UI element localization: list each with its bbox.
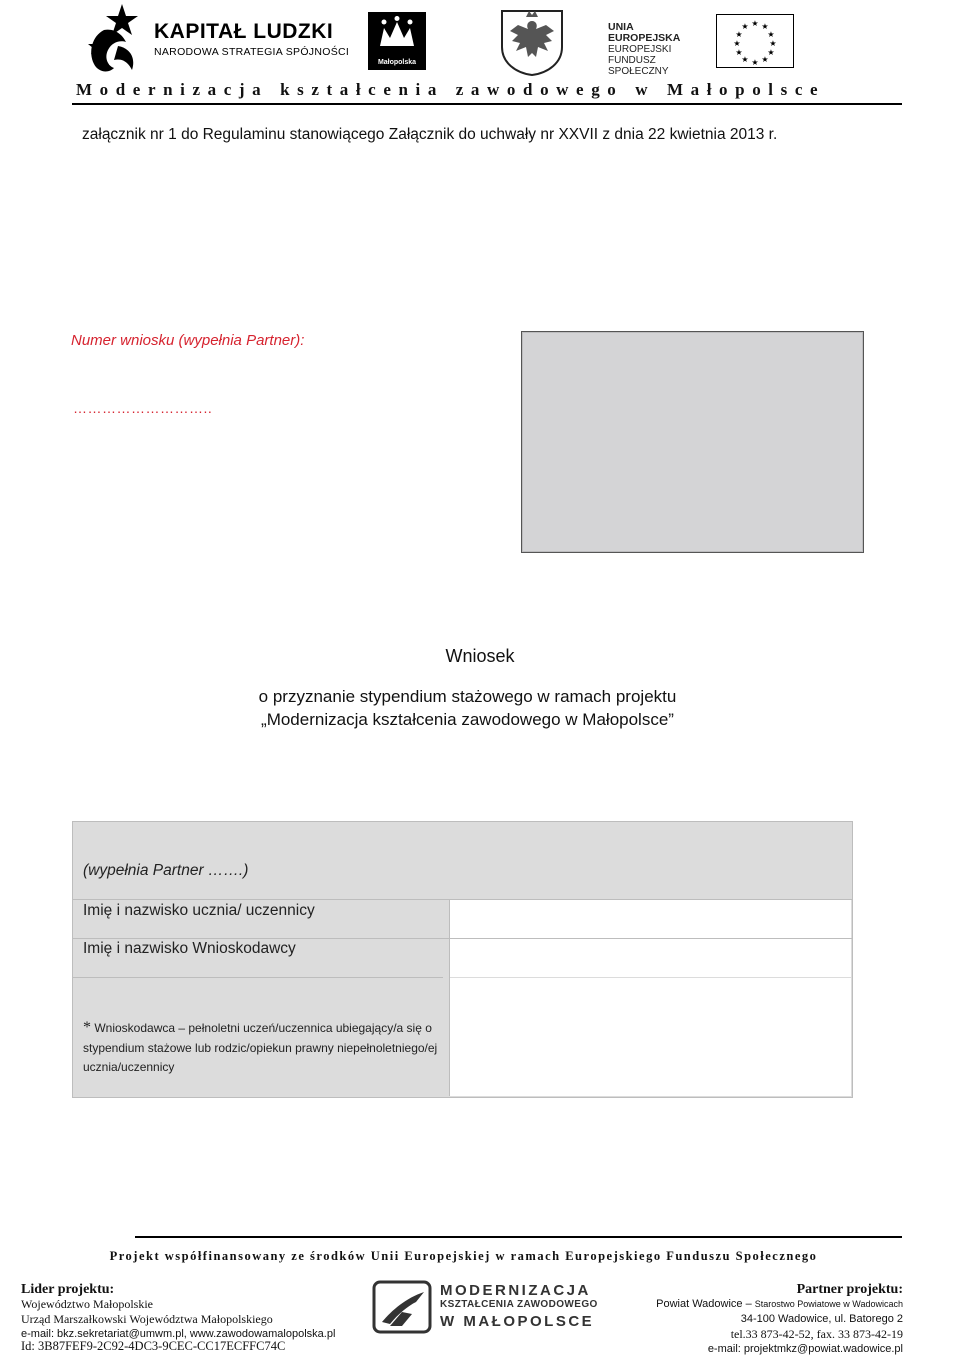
project-leader-contact: e-mail: bkz.sekretariat@umwm.pl, www.zawodowamalopolska.pl <box>21 1328 336 1340</box>
svg-text:★: ★ <box>735 30 743 39</box>
eu-logo-text <box>608 22 708 77</box>
svg-text:★: ★ <box>751 19 759 28</box>
project-partner-heading: Partner projektu: <box>796 1282 903 1297</box>
project-leader-block <box>21 1282 335 1342</box>
svg-text:★: ★ <box>761 22 769 31</box>
kapital-ludzki-stars-icon <box>84 2 146 78</box>
footnote-text: Wnioskodawca – pełnoletni uczeń/uczennica ubiegający/a się o stypendium stażowe lub rodzic/opiekun prawny niepełnoletniego/ej ucznia/uczennicy <box>83 1021 438 1074</box>
form-partner-note: (wypełnia Partner …….) <box>83 862 249 879</box>
svg-text:★: ★ <box>741 55 749 64</box>
form-row-divider <box>73 938 852 939</box>
project-partner-line1 <box>656 1297 903 1312</box>
project-leader-line1: Województwo Małopolskie <box>21 1297 154 1311</box>
kapital-ludzki-subtitle: NARODOWA STRATEGIA SPÓJNOŚCI <box>154 46 350 58</box>
svg-text:★: ★ <box>767 48 775 57</box>
malopolska-logo-label: Małopolska <box>377 59 417 66</box>
eu-logo-line3: FUNDUSZ SPOŁECZNY <box>608 55 669 77</box>
project-partner-email: e-mail: projektmkz@powiat.wadowice.pl <box>707 1343 903 1355</box>
document-title: Wniosek <box>445 646 515 666</box>
modernizacja-logo-line1: MODERNIZACJA <box>440 1282 591 1299</box>
eu-logo-line1: UNIA EUROPEJSKA <box>608 21 681 44</box>
svg-text:★: ★ <box>741 22 749 31</box>
modernizacja-logo-line3: W MAŁOPOLSCE <box>440 1313 595 1330</box>
student-name-input[interactable] <box>450 900 851 938</box>
svg-text:★: ★ <box>761 55 769 64</box>
application-number-label: Numer wniosku (wypełnia Partner): <box>71 332 305 349</box>
footer-divider <box>135 1236 902 1238</box>
malopolska-logo <box>368 12 426 70</box>
project-leader-heading: Lider projektu: <box>21 1282 115 1297</box>
header-divider <box>72 103 902 105</box>
form-row-divider <box>73 977 443 978</box>
project-partner-name: Powiat Wadowice – <box>656 1298 755 1310</box>
document-subtitle-line2: „Modernizacja kształcenia zawodowego w Małopolsce” <box>261 710 674 729</box>
photo-box <box>521 331 864 553</box>
coat-of-arms-eagle-icon <box>498 7 566 77</box>
project-partner-block <box>656 1282 903 1357</box>
footnote-asterisk: * <box>83 1019 91 1036</box>
application-form-table <box>72 821 853 1098</box>
applicant-name-label: Imię i nazwisko Wnioskodawcy <box>83 940 296 957</box>
header-motto: Modernizacja kształcenia zawodowego w Małopolsce <box>76 80 826 99</box>
applicant-name-input[interactable] <box>450 939 851 977</box>
svg-text:★: ★ <box>735 48 743 57</box>
project-partner-phone: tel.33 873-42-52, fax. 33 873-42-19 <box>730 1327 903 1341</box>
student-name-label: Imię i nazwisko ucznia/ uczennicy <box>83 902 315 919</box>
modernizacja-emblem-icon <box>372 1280 432 1334</box>
form-row-divider <box>73 899 852 900</box>
modernizacja-logo <box>372 1280 602 1334</box>
applicant-footnote <box>83 1018 453 1078</box>
annex-note: załącznik nr 1 do Regulaminu stanowiącego Załącznik do uchwały nr XXVII z dnia 22 kwietnia 2013 r. <box>82 126 778 143</box>
project-leader-line2: Urząd Marszałkowski Województwa Małopolskiego <box>21 1312 273 1326</box>
cofinance-note: Projekt współfinansowany ze środków Unii Europejskiej w ramach Europejskiego Funduszu Społecznego <box>109 1249 818 1263</box>
kapital-ludzki-title: KAPITAŁ LUDZKI <box>154 20 334 43</box>
malopolska-emblem-icon <box>376 16 418 52</box>
kapital-ludzki-logo <box>84 2 350 78</box>
form-empty-cell <box>450 978 851 1096</box>
svg-text:★: ★ <box>733 39 741 48</box>
svg-text:★: ★ <box>767 30 775 39</box>
project-partner-office: Starostwo Powiatowe w Wadowicach <box>754 1299 903 1309</box>
eu-flag-icon <box>716 14 794 68</box>
document-subtitle-line1: o przyznanie stypendium stażowego w ramach projektu <box>258 687 677 706</box>
eu-logo-line2: EUROPEJSKI <box>608 44 672 55</box>
svg-text:★: ★ <box>751 58 759 67</box>
svg-text:★: ★ <box>769 39 777 48</box>
application-number-field[interactable]: ……………………….. <box>73 400 213 416</box>
document-id: Id: 3B87FEF9-2C92-4DC3-9CEC-CC17ECFFC74C <box>21 1339 286 1353</box>
project-partner-address: 34-100 Wadowice, ul. Batorego 2 <box>740 1313 903 1325</box>
modernizacja-logo-line2: KSZTAŁCENIA ZAWODOWEGO <box>440 1299 598 1310</box>
